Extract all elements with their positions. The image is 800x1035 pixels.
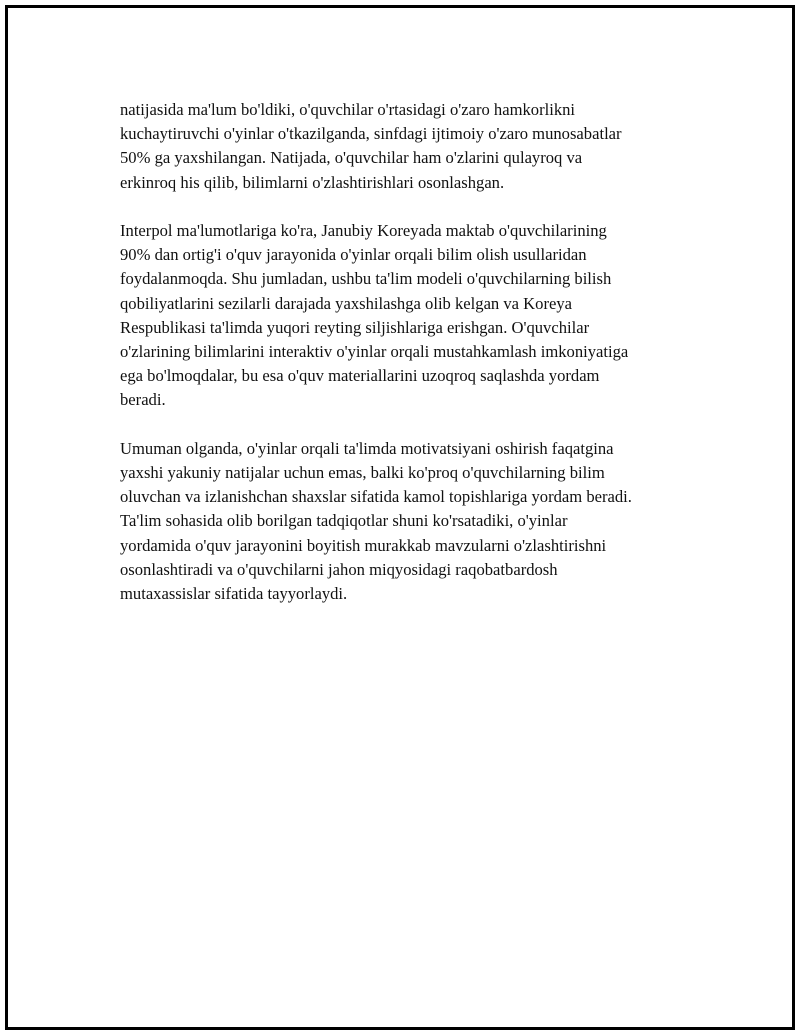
text-line: Interpol ma'lumotlariga ko'ra, Janubiy Koreyada maktab o'quvchilarining [120,221,607,240]
text-line: foydalanmoqda. Shu jumladan, ushbu ta'lim modeli o'quvchilarning bilish [120,269,612,289]
text-line: Umuman olganda, o'yinlar orqali ta'limda motivatsiyani oshirish faqatgina [120,438,614,458]
text-line: beradi. [120,390,166,410]
text-line: natijasida ma'lum bo'ldiki, o'quvchilar o'rtasidagi o'zaro hamkorlikni [120,100,576,119]
text-line: mutaxassislar sifatida tayyorlaydi. [120,584,348,604]
text-line: 50% ga yaxshilangan. Natijada, o'quvchilar ham o'zlarini qulayroq va [120,148,583,168]
text-line: Ta'lim sohasida olib borilgan tadqiqotlar shuni ko'rsatadiki, o'yinlar [120,511,568,531]
text-line: yordamida o'quv jarayonini boyitish murakkab mavzularni o'zlashtirishni [120,535,607,555]
text-line: 90% dan ortig'i o'quv jarayonida o'yinlar orqali bilim olish usullaridan [120,245,587,265]
text-line: ega bo'lmoqdalar, bu esa o'quv materiallarini uzoqroq saqlashda yordam [120,366,600,386]
text-line: o'zlarining bilimlarini interaktiv o'yinlar orqali mustahkamlash imkoniyatiga [120,342,629,362]
paragraph-3 [120,437,710,606]
paragraph-1 [120,98,710,195]
text-line: qobiliyatlarini sezilarli darajada yaxshilashga olib kelgan va Koreya [120,293,573,313]
text-line: erkinroq his qilib, bilimlarni o'zlashtirishlari osonlashgan. [120,172,505,192]
text-line: osonlashtiradi va o'quvchilarni jahon miqyosidagi raqobatbardosh [120,559,558,579]
text-line: Respublikasi ta'limda yuqori reyting siljishlariga erishgan. O'quvchilar [120,317,590,337]
document-body [120,98,710,630]
text-line: kuchaytiruvchi o'yinlar o'tkazilganda, sinfdagi ijtimoiy o'zaro munosabatlar [120,124,622,144]
text-line: oluvchan va izlanishchan shaxslar sifatida kamol topishlariga yordam beradi. [120,487,632,507]
paragraph-2 [120,219,710,413]
page-frame [5,5,795,1030]
text-line: yaxshi yakuniy natijalar uchun emas, balki ko'proq o'quvchilarning bilim [120,463,605,483]
